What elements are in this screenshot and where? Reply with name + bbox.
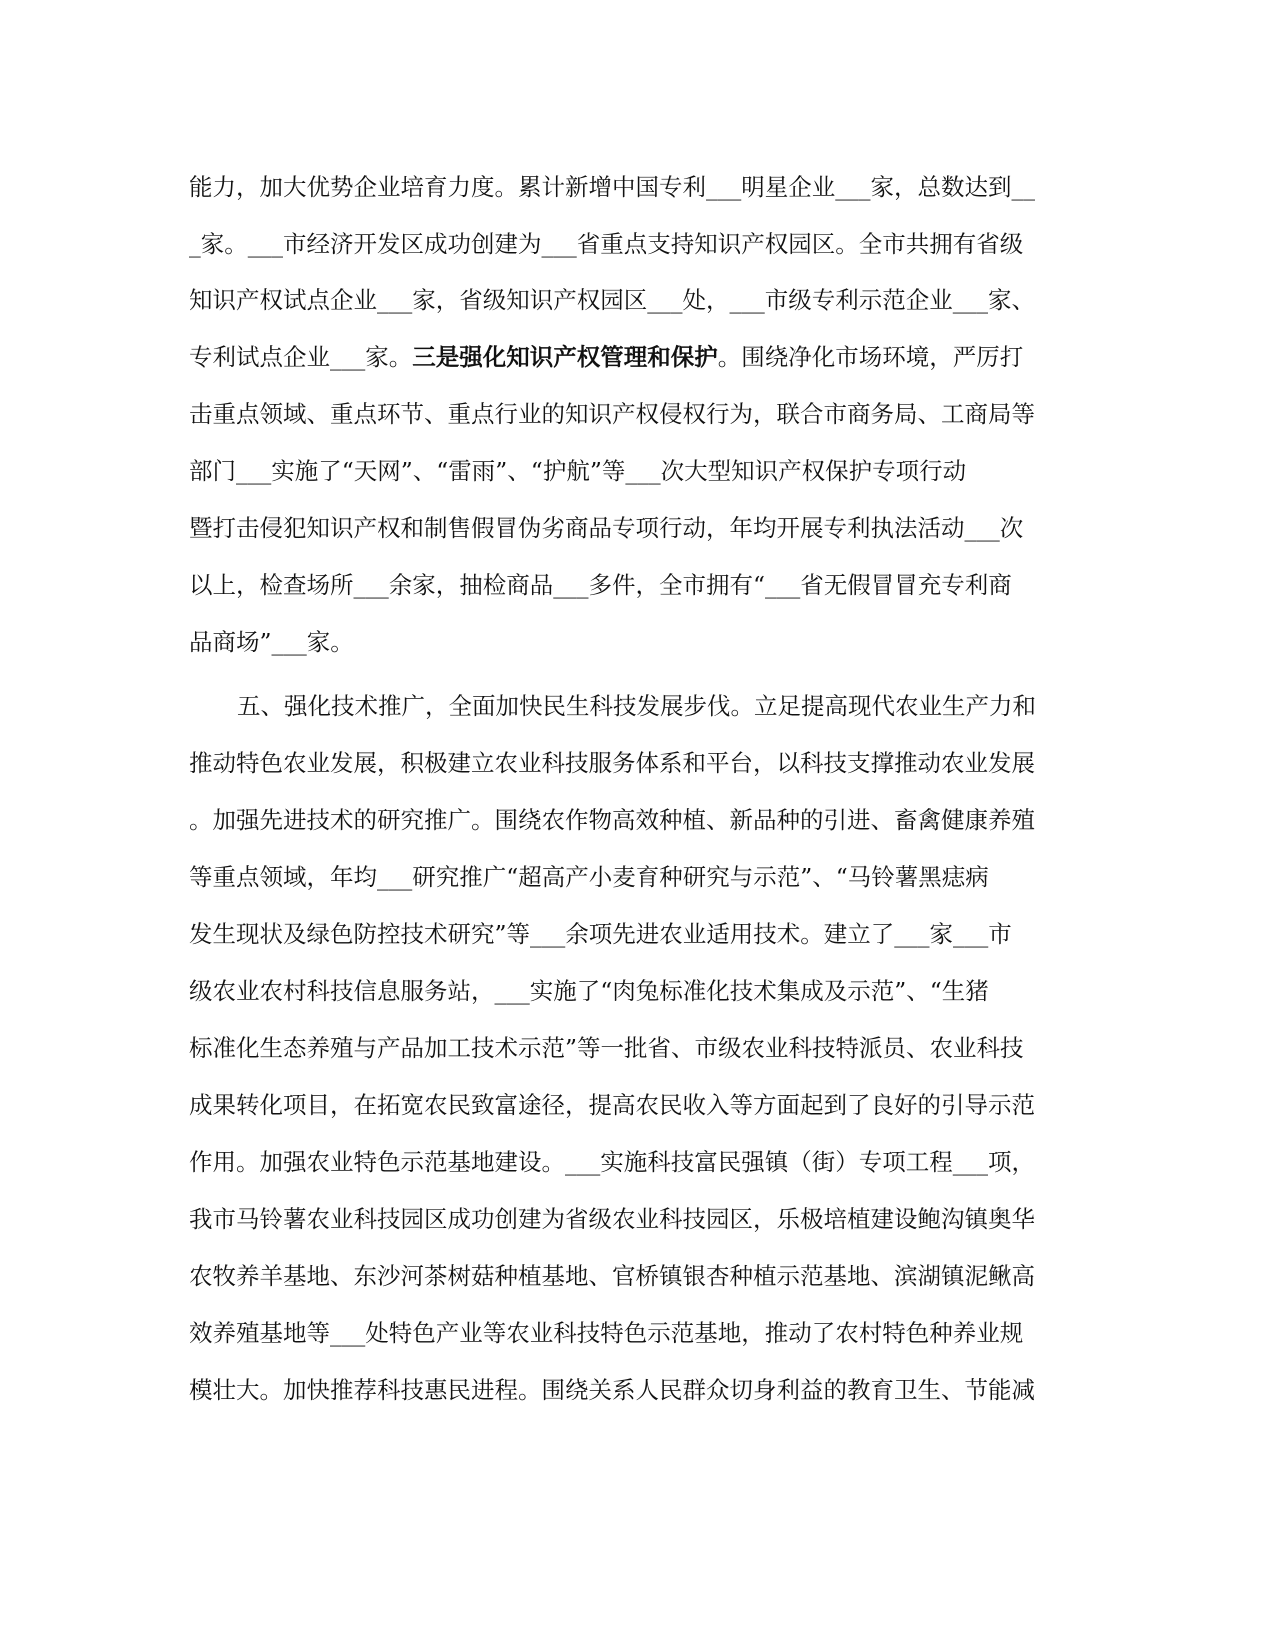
text-line [189,280,1089,320]
line-text: 作用。加强农业特色示范基地建设。___实施科技富民强镇（街）专项工程___项， [189,1148,1035,1176]
text-line [189,914,1089,954]
line-text: 以上，检查场所___余家，抽检商品___多件，全市拥有“___省无假冒冒充专利商 [189,571,1012,599]
line-text: 推动特色农业发展，积极建立农业科技服务体系和平台，以科技支撑推动农业发展 [189,749,1035,777]
text-line [189,1085,1089,1125]
text-line [189,224,1089,264]
line-text: 级农业农村科技信息服务站，___实施了“肉兔标准化技术集成及示范”、“生猪 [189,977,989,1005]
line-text: 部门___实施了“天网”、“雷雨”、“护航”等___次大型知识产权保护专项行动 [189,457,967,485]
text-line [189,971,1089,1011]
line-text: _家。___市经济开发区成功创建为___省重点支持知识产权园区。全市共拥有省级 [189,230,1024,258]
text-line [189,1370,1089,1410]
text-line [189,1199,1089,1239]
line-text: 农牧养羊基地、东沙河茶树菇种植基地、官桥镇银杏种植示范基地、滨湖镇泥鳅高 [189,1262,1035,1290]
line-text: 专利试点企业___家。 [189,343,413,371]
line-text: 等重点领域，年均___研究推广“超高产小麦育种研究与示范”、“马铃薯黑痣病 [189,863,989,891]
line-text: 暨打击侵犯知识产权和制售假冒伪劣商品专项行动，年均开展专利执法活动___次 [189,514,1024,542]
bold-heading: 三是强化知识产权管理和保护 [412,343,718,371]
line-text: 。围绕净化市场环境，严厉打 [717,343,1024,371]
line-text: 成果转化项目，在拓宽农民致富途径，提高农民收入等方面起到了良好的引导示范 [189,1091,1035,1119]
line-text: 发生现状及绿色防控技术研究”等___余项先进农业适用技术。建立了___家___市 [189,920,1012,948]
paragraph-first-line [237,686,1137,726]
line-text: 能力，加大优势企业培育力度。累计新增中国专利___明星企业___家，总数达到__ [189,173,1035,201]
text-line [189,743,1089,783]
line-text: 。加强先进技术的研究推广。围绕农作物高效种植、新品种的引进、畜禽健康养殖 [189,806,1035,834]
text-line [189,1028,1089,1068]
text-line [189,857,1089,897]
line-text: 标准化生态养殖与产品加工技术示范”等一批省、市级农业科技特派员、农业科技 [189,1034,1024,1062]
line-text: 五、强化技术推广，全面加快民生科技发展步伐。立足提高现代农业生产力和 [237,692,1036,720]
line-text: 模壮大。加快推荐科技惠民进程。围绕关系人民群众切身利益的教育卫生、节能减 [189,1376,1035,1404]
line-text: 我市马铃薯农业科技园区成功创建为省级农业科技园区，乐极培植建设鲍沟镇奥华 [189,1205,1035,1233]
text-line [189,1313,1089,1353]
line-text: 击重点领域、重点环节、重点行业的知识产权侵权行为，联合市商务局、工商局等 [189,400,1035,428]
text-line [189,622,1089,662]
text-line [189,565,1089,605]
text-line [189,337,1089,377]
text-line [189,451,1089,491]
line-text: 知识产权试点企业___家，省级知识产权园区___处，___市级专利示范企业___家、 [189,286,1035,314]
text-line [189,394,1089,434]
line-text: 效养殖基地等___处特色产业等农业科技特色示范基地，推动了农村特色种养业规 [189,1319,1024,1347]
text-line [189,508,1089,548]
text-line [189,1142,1089,1182]
text-line [189,800,1089,840]
line-text: 品商场”___家。 [189,628,354,656]
text-line [189,1256,1089,1296]
text-line [189,167,1089,207]
